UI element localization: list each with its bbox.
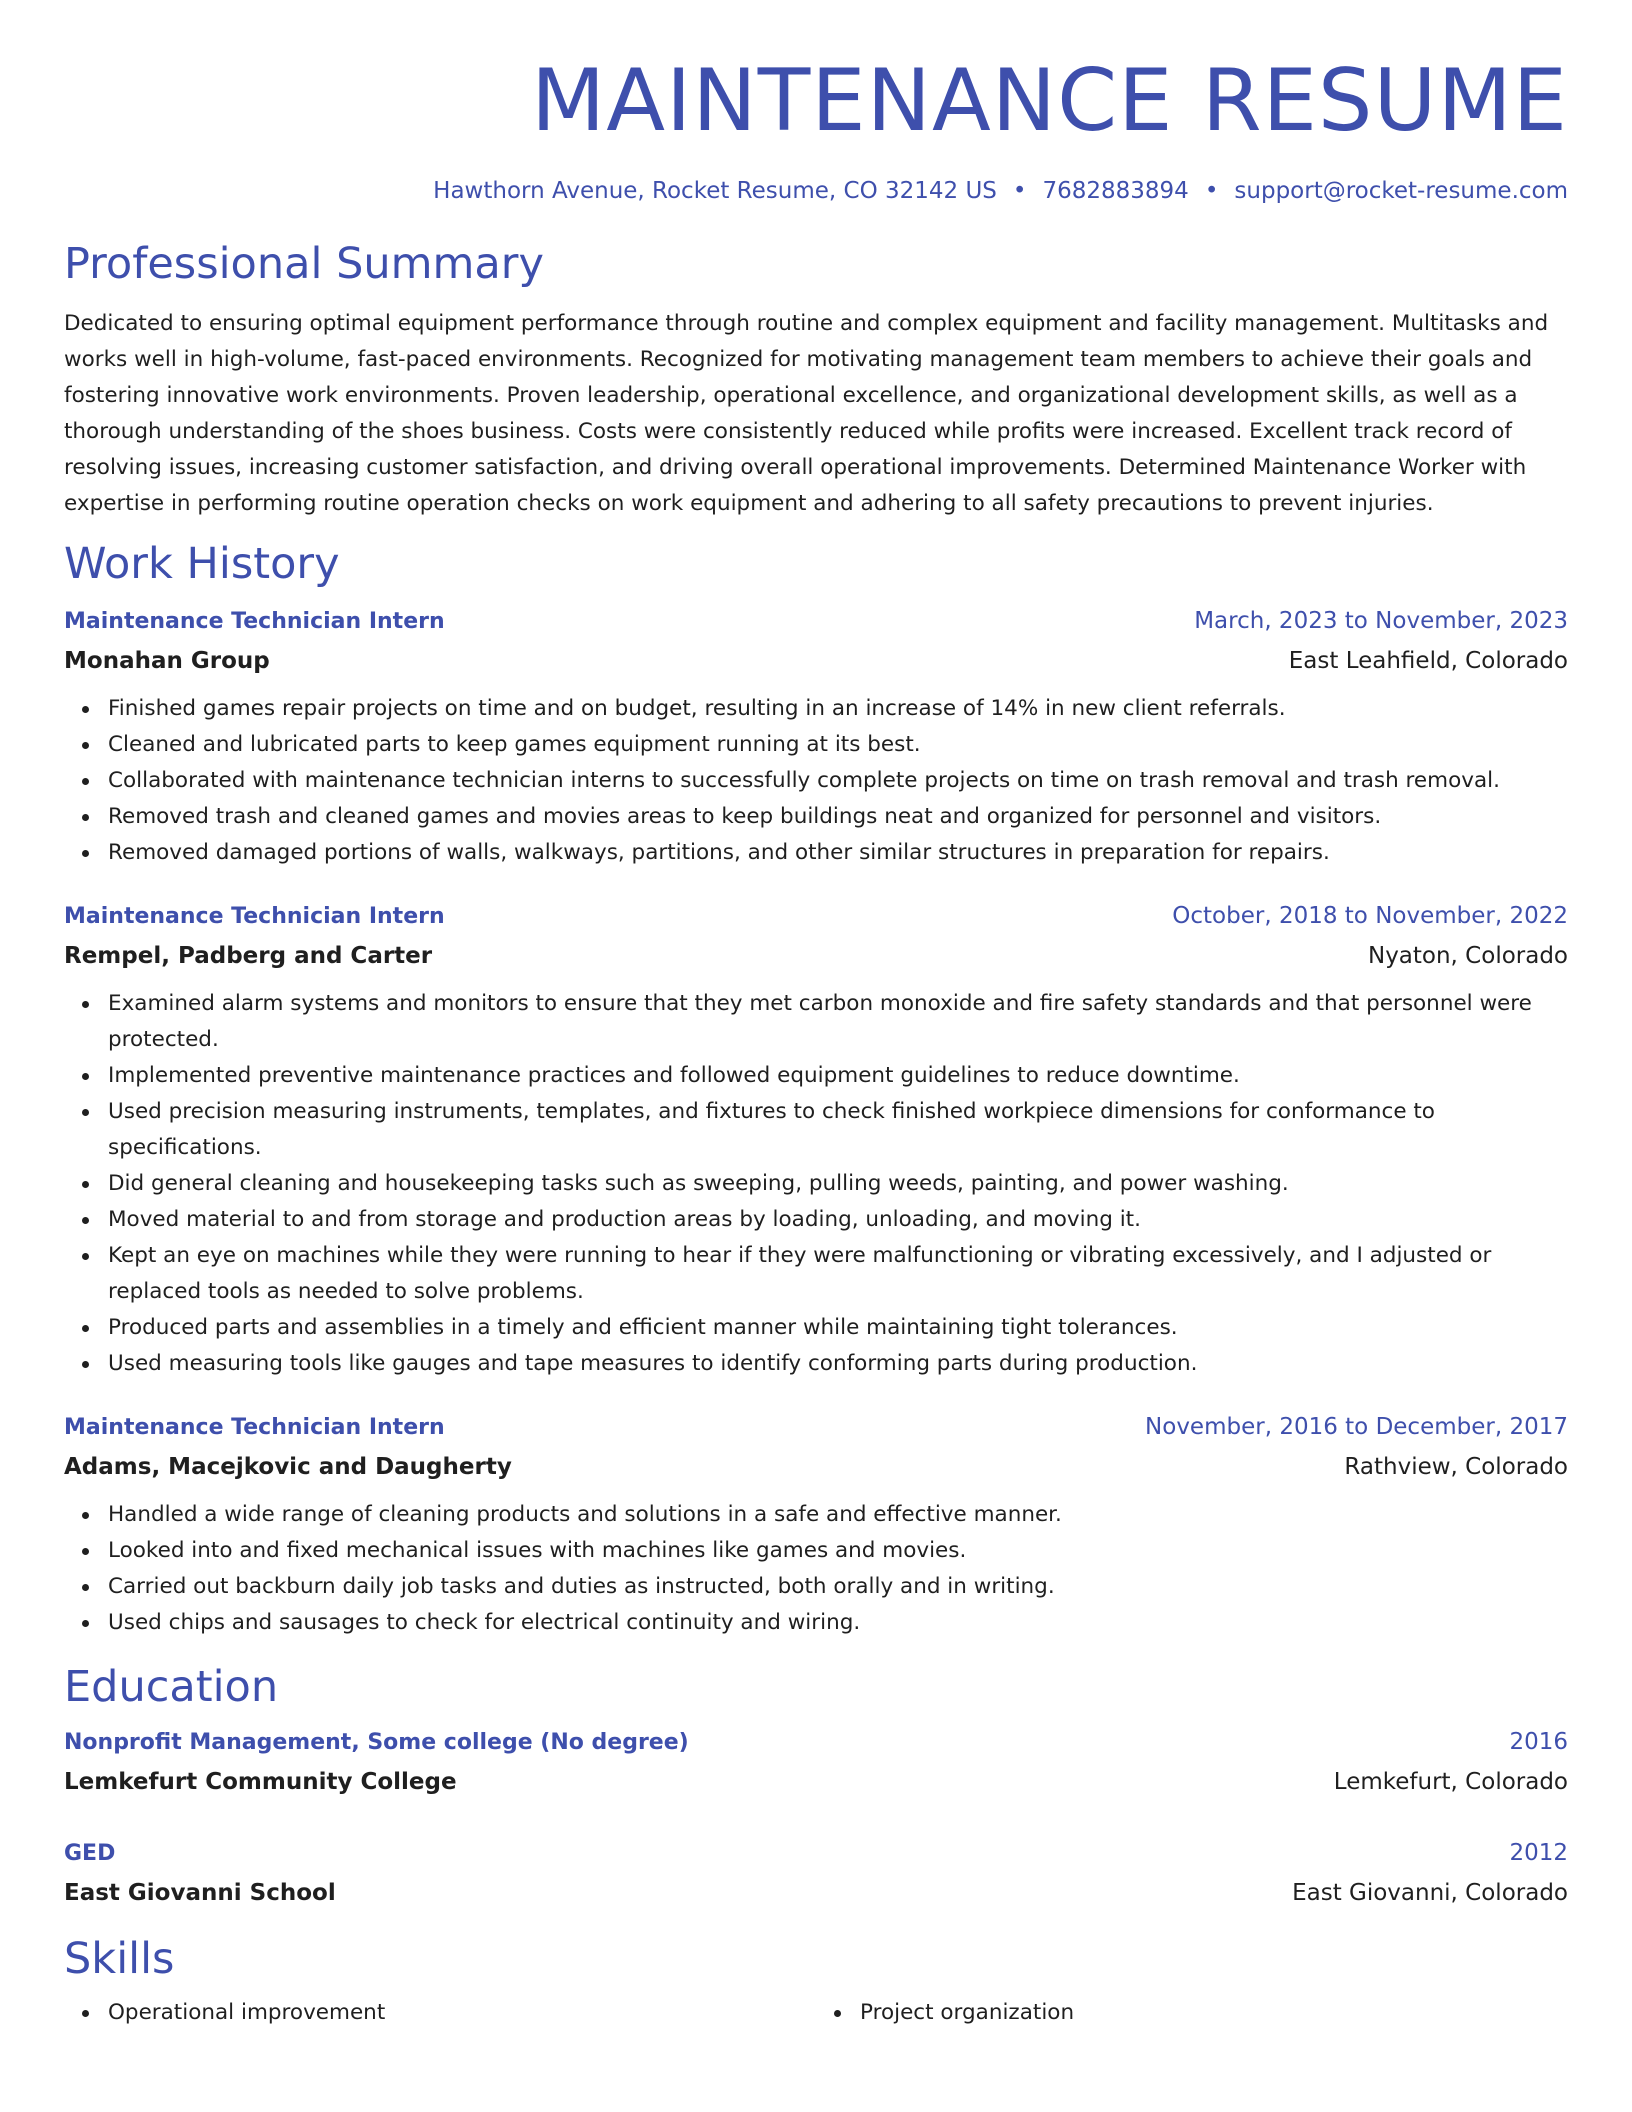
- education-school-row: [64, 1762, 1568, 1802]
- phone-text: 7682883894: [1042, 178, 1189, 204]
- job-dates: November, 2016 to December, 2017: [1145, 1414, 1568, 1440]
- list-item: Used measuring tools like gauges and tape measures to identify conforming parts during production.: [108, 1346, 1568, 1382]
- list-item: Kept an eye on machines while they were running to hear if they were malfunctioning or vibrating excessively, and I adjusted or replaced tools as needed to solve problems.: [108, 1238, 1568, 1310]
- job-title-row: [64, 602, 1568, 641]
- education-heading: Education: [64, 1662, 279, 1712]
- separator-dot: •: [1012, 178, 1027, 204]
- education-location: Lemkefurt, Colorado: [1333, 1769, 1568, 1795]
- job-entry: [64, 897, 1568, 1382]
- list-item: Handled a wide range of cleaning products and solutions in a safe and effective manner.: [108, 1497, 1568, 1533]
- job-bullets: [64, 986, 1568, 1382]
- list-item: Looked into and fixed mechanical issues with machines like games and movies.: [108, 1533, 1568, 1569]
- job-bullets: [64, 691, 1568, 871]
- job-title: Maintenance Technician Intern: [64, 609, 445, 634]
- list-item: Collaborated with maintenance technician interns to successfully complete projects on time on trash removal and trash removal.: [108, 763, 1568, 799]
- list-item: Finished games repair projects on time and on budget, resulting in an increase of 14% in new client referrals.: [108, 691, 1568, 727]
- job-company: Adams, Macejkovic and Daugherty: [64, 1454, 512, 1480]
- resume-title: MAINTENANCE RESUME: [531, 51, 1568, 151]
- education-school: Lemkefurt Community College: [64, 1769, 457, 1795]
- summary-heading: Professional Summary: [64, 239, 544, 289]
- job-company: Rempel, Padberg and Carter: [64, 943, 433, 969]
- list-item: Removed damaged portions of walls, walkways, partitions, and other similar structures in preparation for repairs.: [108, 835, 1568, 871]
- summary-text: Dedicated to ensuring optimal equipment performance through routine and complex equipment and facility management. Multitasks and works well in high-volume, fast-paced environments. Recognized for motivating management team members to achieve their goals and fostering innovative work environments. Proven leadership, operational excellence, and organizational development skills, as well as a thorough understanding of the shoes business. Costs were consistently reduced while profits were increased. Excellent track record of resolving issues, increasing customer satisfaction, and driving overall operational improvements. Determined Maintenance Worker with expertise in performing routine operation checks on work equipment and adhering to all safety precautions to prevent injuries.: [64, 311, 1549, 516]
- education-year: 2016: [1509, 1729, 1568, 1755]
- work-history-heading: Work History: [64, 539, 340, 589]
- education-year: 2012: [1509, 1840, 1568, 1866]
- resume-page: [64, 0, 1568, 2031]
- job-title-row: [64, 1408, 1568, 1447]
- list-item: Removed trash and cleaned games and movies areas to keep buildings neat and organized for personnel and visitors.: [108, 799, 1568, 835]
- education-degree: GED: [64, 1841, 116, 1866]
- list-item: Implemented preventive maintenance practices and followed equipment guidelines to reduce downtime.: [108, 1058, 1568, 1094]
- contact-line: [64, 176, 1568, 206]
- address-text: Hawthorn Avenue, Rocket Resume, CO 32142 US: [433, 178, 997, 204]
- job-company-row: [64, 936, 1568, 976]
- job-location: East Leahfield, Colorado: [1288, 648, 1568, 674]
- job-dates: October, 2018 to November, 2022: [1172, 903, 1568, 929]
- list-item: Examined alarm systems and monitors to ensure that they met carbon monoxide and fire safety standards and that personnel were protected.: [108, 986, 1568, 1058]
- education-location: East Giovanni, Colorado: [1292, 1880, 1568, 1906]
- skills-list: [64, 1987, 1568, 2031]
- skill-item: Project organization: [860, 1995, 1568, 2031]
- job-company: Monahan Group: [64, 648, 270, 674]
- list-item: Did general cleaning and housekeeping tasks such as sweeping, pulling weeds, painting, and power washing.: [108, 1166, 1568, 1202]
- list-item: Carried out backburn daily job tasks and duties as instructed, both orally and in writing.: [108, 1569, 1568, 1605]
- education-degree-row: [64, 1723, 1568, 1762]
- job-company-row: [64, 641, 1568, 681]
- separator-dot: •: [1204, 178, 1219, 204]
- job-company-row: [64, 1447, 1568, 1487]
- skills-heading: Skills: [64, 1934, 175, 1984]
- job-title: Maintenance Technician Intern: [64, 904, 445, 929]
- job-entry: [64, 1408, 1568, 1641]
- job-bullets: [64, 1497, 1568, 1641]
- education-degree: Nonprofit Management, Some college (No degree): [64, 1730, 689, 1755]
- list-item: Produced parts and assemblies in a timely and efficient manner while maintaining tight tolerances.: [108, 1310, 1568, 1346]
- education-school-row: [64, 1873, 1568, 1913]
- education-entry: [64, 1834, 1568, 1913]
- job-location: Rathview, Colorado: [1344, 1454, 1568, 1480]
- list-item: Cleaned and lubricated parts to keep games equipment running at its best.: [108, 727, 1568, 763]
- list-item: Used precision measuring instruments, templates, and fixtures to check finished workpiece dimensions for conformance to specifications.: [108, 1094, 1568, 1166]
- education-entry: [64, 1723, 1568, 1802]
- job-title: Maintenance Technician Intern: [64, 1415, 445, 1440]
- job-location: Nyaton, Colorado: [1367, 943, 1568, 969]
- job-title-row: [64, 897, 1568, 936]
- email-link[interactable]: support@rocket-resume.com: [1234, 178, 1568, 204]
- skills-column-left: [64, 1995, 816, 2031]
- job-dates: March, 2023 to November, 2023: [1194, 608, 1568, 634]
- skill-item: Operational improvement: [108, 1995, 816, 2031]
- list-item: Used chips and sausages to check for electrical continuity and wiring.: [108, 1605, 1568, 1641]
- job-entry: [64, 602, 1568, 871]
- education-degree-row: [64, 1834, 1568, 1873]
- education-school: East Giovanni School: [64, 1880, 336, 1906]
- skills-column-right: [816, 1995, 1568, 2031]
- list-item: Moved material to and from storage and production areas by loading, unloading, and moving it.: [108, 1202, 1568, 1238]
